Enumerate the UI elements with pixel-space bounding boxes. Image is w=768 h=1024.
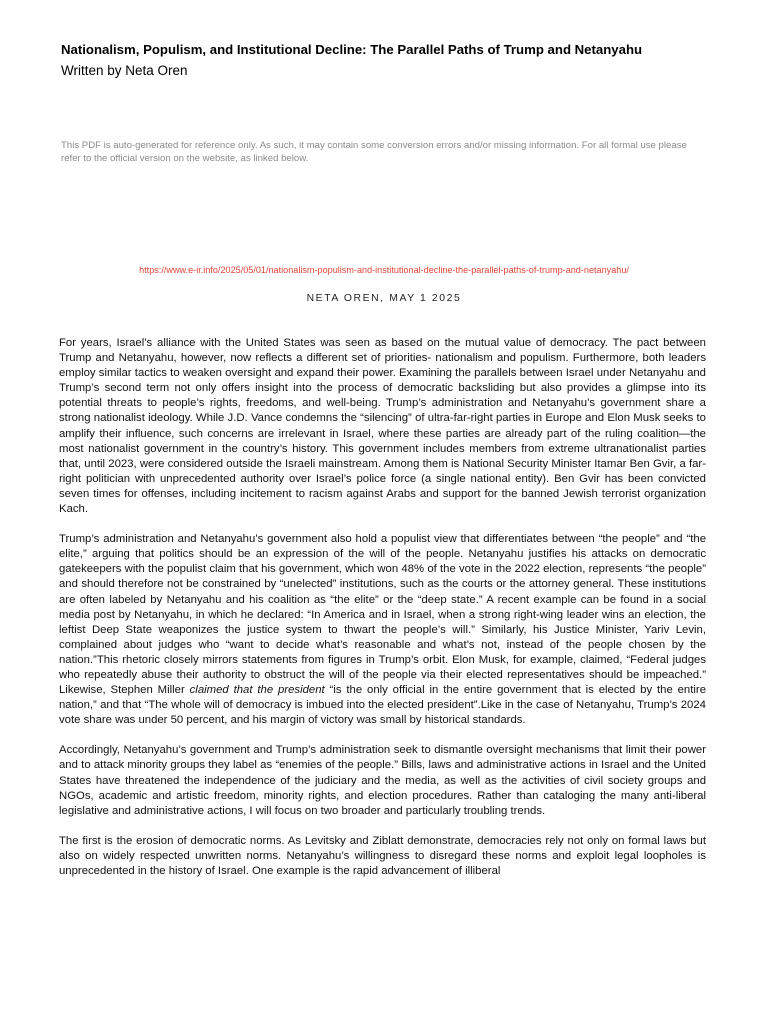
pdf-disclaimer: This PDF is auto-generated for reference only. As such, it may contain some conversion errors and/or missing information. For all formal use please refer to the official version on the website, as linked below. [61,140,687,164]
article-title: Nationalism, Populism, and Institutional Decline: The Parallel Paths of Trump and Netanyahu [61,42,643,57]
body-paragraph-1: For years, Israel’s alliance with the United States was seen as based on the mutual value of democracy. The pact between Trump and Netanyahu, however, now reflects a different set of priorities- nationalism and populism. Furthermore, both leaders employ similar tactics to weaken oversight and expand their power. Examining the parallels between Israel under Netanyahu and Trump’s second term not only offers insight into the process of democratic backsliding but also provides a glimpse into its potential threats to people’s rights, freedoms, and well-being. Trump’s administration and Netanyahu’s government share a strong nationalist ideology. While J.D. Vance condemns the “silencing” of ultra-far-right parties in Europe and Elon Musk seeks to amplify their influence, such concerns are irrelevant in Israel, where these parties are already part of the ruling coalition—the most nationalist government in the country’s history. This government includes members from extreme ultranationalist parties that, until 2023, were considered outside the Israeli mainstream. Among them is National Security Minister Itamar Ben Gvir, a far-right politician with unprecedented authority over Israel’s police force (a single national entity). Ben Gvir has been convicted seven times for offenses, including incitement to racism against Arabs and support for the banned Jewish terrorist organization Kach. [59,337,706,516]
article-body [59,336,706,894]
body-paragraph-4: The first is the erosion of democratic norms. As Levitsky and Ziblatt demonstrate, democracies rely not only on formal laws but also on widely respected unwritten norms. Netanyahu’s willingness to disregard these norms and exploit legal loopholes is unprecedented in the history of Israel. One example is the rapid advancement of illiberal [59,834,706,877]
author-date-line: NETA OREN, MAY 1 2025 [306,293,462,304]
paragraph-2-text-start: Trump’s administration and Netanyahu’s government also hold a populist view that differentiates between “the people” and “the elite,” arguing that politics should be an expression of the will of the people. Netanyahu justifies his attacks on democratic gatekeepers with the populist claim that his government, which won 48% of the vote in the 2022 election, represents “the people” and should therefore not be constrained by “unelected” institutions, such as the courts or the attorney general. These institutions are often labeled by Netanyahu and his coalition as “the elite” or the “deep state.” A recent example can be found in a social media post by Netanyahu, in which he declared: “In America and in Israel, when a strong right-wing leader wins an election, the leftist Deep State weaponizes the justice system to thwart the people’s will.” Similarly, his Justice Minister, Yariv Levin, complained about judges who “want to decide what’s reasonable and what’s not, instead of the people chosen by the nation.”This rhetoric closely mirrors statements from figures in Trump’s orbit. Elon Musk, for example, claimed, “Federal judges who repeatedly abuse their authority to obstruct the will of the people via their elected representatives should be impeached.” Likewise, Stephen Miller [59,533,706,697]
article-byline: Written by Neta Oren [61,63,188,78]
body-paragraph-3: Accordingly, Netanyahu’s government and Trump’s administration seek to dismantle oversight mechanisms that limit their power and to attack minority groups they label as “enemies of the people.” Bills, laws and administrative actions in Israel and the United States have threatened the independence of the judiciary and the media, as well as the activities of civil society groups and NGOs, academic and artistic freedom, minority rights, and election procedures. Rather than cataloging the many anti-liberal legislative and administrative actions, I will focus on two broader and particularly troubling trends. [59,744,706,817]
body-paragraph-2 [59,532,706,728]
paragraph-2-italic-link: claimed that the president [189,684,325,697]
paragraph-2-text-end: “is the only official in the entire government that is elected by the entire nation,” and that “The whole will of democracy is imbued into the elected president”.Like in the case of Netanyahu, Trump’s 2024 vote share was under 50 percent, and his margin of victory was small by historical standards. [59,684,706,727]
source-url-link[interactable]: https://www.e-ir.info/2025/05/01/nationalism-populism-and-institutional-decline-the-parallel-paths-of-trump-and-netanyahu/ [139,265,629,275]
